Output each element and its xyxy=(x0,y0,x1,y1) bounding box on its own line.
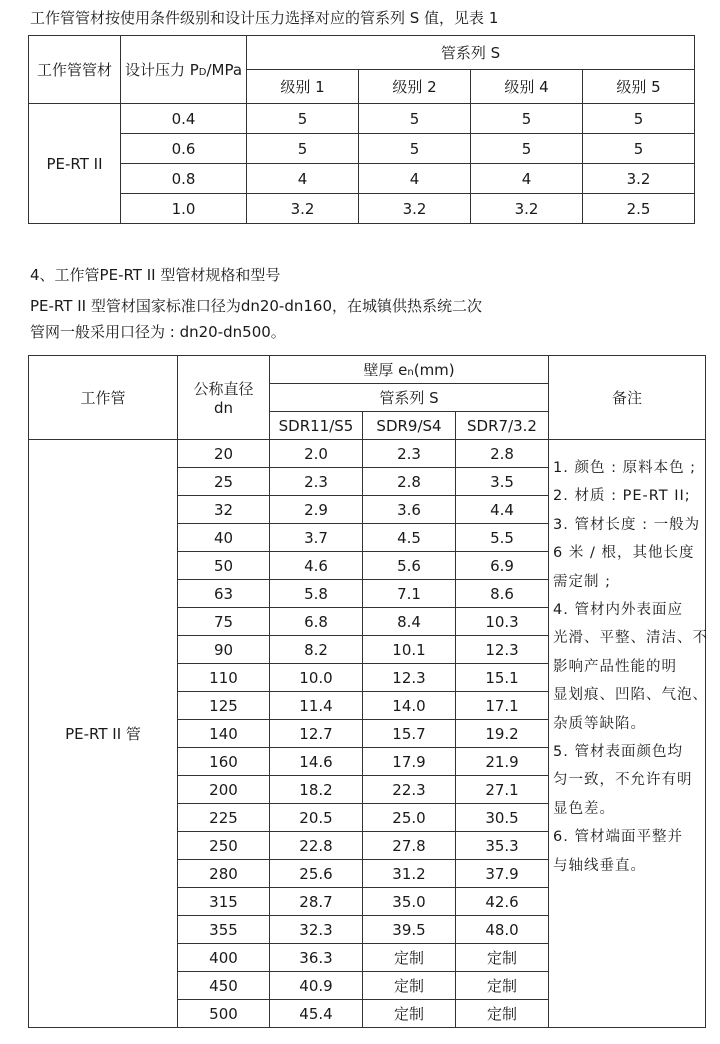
table-row xyxy=(29,134,695,164)
pressure-cell: 0.8 xyxy=(121,164,247,194)
wall-thickness-cell: 20.5 xyxy=(270,804,363,832)
wall-thickness-cell: 22.8 xyxy=(270,832,363,860)
table-row xyxy=(29,164,695,194)
wall-thickness-cell: 2.3 xyxy=(363,440,456,468)
dn-cell: 225 xyxy=(178,804,270,832)
table-row xyxy=(29,440,706,468)
note-line: 杂质等缺陷。 xyxy=(553,715,647,732)
series-value-cell: 5 xyxy=(359,104,471,134)
header-sdr: SDR7/3.2 xyxy=(456,412,549,440)
table-row xyxy=(29,104,695,134)
dn-cell: 20 xyxy=(178,440,270,468)
dn-cell: 160 xyxy=(178,748,270,776)
wall-thickness-cell: 定制 xyxy=(456,1000,549,1028)
wall-thickness-cell: 27.8 xyxy=(363,832,456,860)
wall-thickness-cell: 19.2 xyxy=(456,720,549,748)
note-line: 5. 管材表面颜色均 xyxy=(553,744,683,761)
wall-thickness-cell: 18.2 xyxy=(270,776,363,804)
note-line: 显划痕、凹陷、气泡、 xyxy=(553,687,709,704)
pressure-cell: 0.4 xyxy=(121,104,247,134)
pressure-cell: 0.6 xyxy=(121,134,247,164)
wall-thickness-cell: 12.7 xyxy=(270,720,363,748)
series-value-cell: 4 xyxy=(247,164,359,194)
wall-thickness-cell: 4.5 xyxy=(363,524,456,552)
wall-thickness-cell: 28.7 xyxy=(270,888,363,916)
header-material: 工作管管材 xyxy=(29,36,121,104)
wall-thickness-cell: 35.0 xyxy=(363,888,456,916)
series-value-cell: 5 xyxy=(583,104,695,134)
paragraph-line-1: PE-RT II 型管材国家标准口径为dn20-dn160，在城镇供热系统二次 xyxy=(30,297,483,315)
wall-thickness-cell: 3.5 xyxy=(456,468,549,496)
series-value-cell: 5 xyxy=(583,134,695,164)
series-value-cell: 3.2 xyxy=(247,194,359,224)
dn-cell: 50 xyxy=(178,552,270,580)
wall-thickness-cell: 定制 xyxy=(456,972,549,1000)
wall-thickness-cell: 17.9 xyxy=(363,748,456,776)
series-value-cell: 3.2 xyxy=(583,164,695,194)
section-title: 4、工作管PE-RT II 型管材规格和型号 xyxy=(30,266,281,284)
dn-cell: 280 xyxy=(178,860,270,888)
wall-thickness-cell: 6.8 xyxy=(270,608,363,636)
note-line: 2. 材质 : PE-RT II; xyxy=(553,488,691,505)
wall-thickness-cell: 6.9 xyxy=(456,552,549,580)
notes-cell xyxy=(549,440,709,1028)
wall-thickness-cell: 40.9 xyxy=(270,972,363,1000)
note-line: 光滑、平整、清洁、不 xyxy=(553,630,709,647)
series-value-cell: 4 xyxy=(359,164,471,194)
header-design-pressure: 设计压力 PD/MPa xyxy=(121,36,247,104)
pressure-cell: 1.0 xyxy=(121,194,247,224)
wall-thickness-cell: 10.3 xyxy=(456,608,549,636)
dn-cell: 32 xyxy=(178,496,270,524)
note-line: 4. 管材内外表面应 xyxy=(553,602,683,619)
header-nominal-diameter: 公称直径 dn xyxy=(178,356,270,440)
dn-cell: 315 xyxy=(178,888,270,916)
wall-thickness-cell: 25.6 xyxy=(270,860,363,888)
wall-thickness-cell: 31.2 xyxy=(363,860,456,888)
wall-thickness-cell: 8.4 xyxy=(363,608,456,636)
note-line: 需定制 ; xyxy=(553,573,612,590)
wall-thickness-cell: 37.9 xyxy=(456,860,549,888)
wall-thickness-cell: 14.6 xyxy=(270,748,363,776)
wall-thickness-cell: 7.1 xyxy=(363,580,456,608)
header-level: 级别 5 xyxy=(583,70,695,104)
series-value-cell: 3.2 xyxy=(471,194,583,224)
wall-thickness-cell: 25.0 xyxy=(363,804,456,832)
material-cell: PE-RT II xyxy=(29,104,121,224)
wall-thickness-cell: 定制 xyxy=(363,1000,456,1028)
wall-thickness-cell: 22.3 xyxy=(363,776,456,804)
dn-cell: 200 xyxy=(178,776,270,804)
wall-thickness-cell: 39.5 xyxy=(363,916,456,944)
dn-cell: 40 xyxy=(178,524,270,552)
wall-thickness-cell: 12.3 xyxy=(456,636,549,664)
wall-thickness-cell: 2.9 xyxy=(270,496,363,524)
pipe-type-cell: PE-RT II 管 xyxy=(29,440,178,1028)
wall-thickness-cell: 45.4 xyxy=(270,1000,363,1028)
wall-thickness-cell: 27.1 xyxy=(456,776,549,804)
note-line: 6 米 / 根，其他长度 xyxy=(553,545,695,562)
wall-thickness-cell: 35.3 xyxy=(456,832,549,860)
series-value-cell: 2.5 xyxy=(583,194,695,224)
wall-thickness-cell: 10.0 xyxy=(270,664,363,692)
wall-thickness-cell: 3.6 xyxy=(363,496,456,524)
wall-thickness-cell: 11.4 xyxy=(270,692,363,720)
dn-cell: 500 xyxy=(178,1000,270,1028)
wall-thickness-cell: 5.5 xyxy=(456,524,549,552)
dn-cell: 75 xyxy=(178,608,270,636)
dn-cell: 110 xyxy=(178,664,270,692)
header-working-pipe: 工作管 xyxy=(29,356,178,440)
note-line: 6. 管材端面平整并 xyxy=(553,829,683,846)
wall-thickness-cell: 定制 xyxy=(363,972,456,1000)
series-value-cell: 5 xyxy=(247,134,359,164)
note-line: 与轴线垂直。 xyxy=(553,857,647,874)
note-line: 3. 管材长度 : 一般为 xyxy=(553,516,701,533)
wall-thickness-cell: 2.8 xyxy=(363,468,456,496)
wall-thickness-cell: 4.6 xyxy=(270,552,363,580)
dn-cell: 400 xyxy=(178,944,270,972)
wall-thickness-cell: 12.3 xyxy=(363,664,456,692)
wall-thickness-cell: 8.2 xyxy=(270,636,363,664)
wall-thickness-cell: 21.9 xyxy=(456,748,549,776)
wall-thickness-cell: 2.3 xyxy=(270,468,363,496)
wall-thickness-cell: 5.6 xyxy=(363,552,456,580)
dn-cell: 450 xyxy=(178,972,270,1000)
wall-thickness-cell: 15.7 xyxy=(363,720,456,748)
note-line: 匀一致，不允许有明 xyxy=(553,772,693,789)
table-row xyxy=(29,194,695,224)
series-value-cell: 5 xyxy=(359,134,471,164)
dn-cell: 355 xyxy=(178,916,270,944)
note-line: 影响产品性能的明 xyxy=(553,658,678,675)
pipe-spec-table xyxy=(28,355,709,1028)
wall-thickness-cell: 2.8 xyxy=(456,440,549,468)
dn-cell: 125 xyxy=(178,692,270,720)
pressure-series-table xyxy=(28,35,695,224)
series-value-cell: 5 xyxy=(471,134,583,164)
header-pipe-series: 管系列 S xyxy=(247,36,695,70)
wall-thickness-cell: 30.5 xyxy=(456,804,549,832)
wall-thickness-cell: 5.8 xyxy=(270,580,363,608)
wall-thickness-cell: 42.6 xyxy=(456,888,549,916)
wall-thickness-cell: 36.3 xyxy=(270,944,363,972)
wall-thickness-cell: 10.1 xyxy=(363,636,456,664)
dn-cell: 90 xyxy=(178,636,270,664)
wall-thickness-cell: 15.1 xyxy=(456,664,549,692)
header-level: 级别 2 xyxy=(359,70,471,104)
header-sdr: SDR9/S4 xyxy=(363,412,456,440)
dn-cell: 250 xyxy=(178,832,270,860)
header-notes: 备注 xyxy=(549,356,706,440)
wall-thickness-cell: 48.0 xyxy=(456,916,549,944)
table1-caption: 工作管管材按使用条件级别和设计压力选择对应的管系列 S 值，见表 1 xyxy=(30,9,499,27)
series-value-cell: 5 xyxy=(247,104,359,134)
note-line: 1. 颜色 : 原料本色 ; xyxy=(553,460,697,476)
dn-cell: 140 xyxy=(178,720,270,748)
note-line: 显色差。 xyxy=(553,800,616,817)
wall-thickness-cell: 定制 xyxy=(456,944,549,972)
wall-thickness-cell: 14.0 xyxy=(363,692,456,720)
wall-thickness-cell: 17.1 xyxy=(456,692,549,720)
dn-cell: 25 xyxy=(178,468,270,496)
header-level: 级别 1 xyxy=(247,70,359,104)
wall-thickness-cell: 8.6 xyxy=(456,580,549,608)
wall-thickness-cell: 3.7 xyxy=(270,524,363,552)
wall-thickness-cell: 定制 xyxy=(363,944,456,972)
paragraph-line-2: 管网一般采用口径为 : dn20-dn500。 xyxy=(30,323,286,341)
wall-thickness-cell: 2.0 xyxy=(270,440,363,468)
header-wall-thickness: 壁厚 en(mm) xyxy=(270,356,549,384)
series-value-cell: 4 xyxy=(471,164,583,194)
header-pipe-series: 管系列 S xyxy=(270,384,549,412)
dn-cell: 63 xyxy=(178,580,270,608)
wall-thickness-cell: 32.3 xyxy=(270,916,363,944)
header-sdr: SDR11/S5 xyxy=(270,412,363,440)
series-value-cell: 3.2 xyxy=(359,194,471,224)
header-level: 级别 4 xyxy=(471,70,583,104)
series-value-cell: 5 xyxy=(471,104,583,134)
wall-thickness-cell: 4.4 xyxy=(456,496,549,524)
